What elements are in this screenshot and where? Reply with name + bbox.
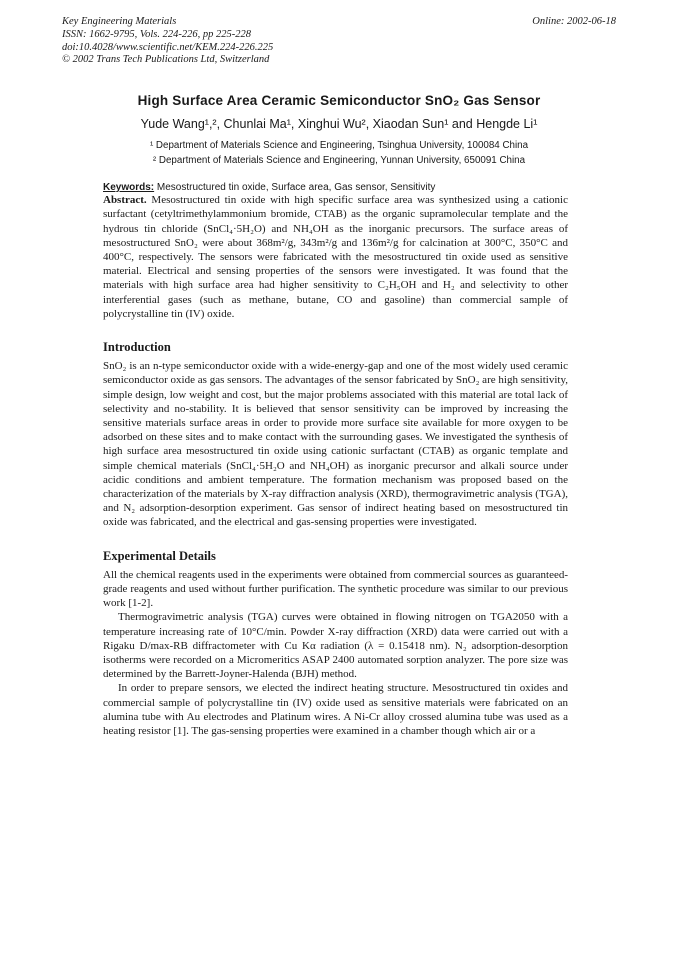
keywords-line xyxy=(103,182,568,193)
online-date: Online: 2002-06-18 xyxy=(532,16,616,27)
experimental-paragraph: All the chemical reagents used in the experiments were obtained from commercial sources as guaranteed-grade reagents and used without further purification. The synthetic procedure was similar to our previous work [1-2]. xyxy=(103,568,568,610)
section-heading-introduction: Introduction xyxy=(103,340,171,355)
paper-title: High Surface Area Ceramic Semiconductor SnO₂ Gas Sensor xyxy=(137,93,541,109)
copyright-line: © 2002 Trans Tech Publications Ltd, Switzerland xyxy=(62,54,270,66)
section-heading-experimental-details: Experimental Details xyxy=(103,548,216,563)
experimental-paragraph: In order to prepare sensors, we elected the indirect heating structure. Mesostructured tin oxides and commercial sample of polycrystalline tin (IV) oxide used as sensitive materials were fabricated on an alumina tube with Au electrodes and Platinum wires. A Ni-Cr alloy crossed alumina tube was used as a heating resistor [1]. The gas-sensing properties were examined in a chamber though which air or a xyxy=(103,682,568,738)
affiliation: ¹ Department of Materials Science and Engineering, Tsinghua University, 100084 China xyxy=(149,140,529,152)
introduction-paragraph: SnO₂ is an n-type semiconductor oxide with a wide-energy-gap and one of the most widely used ceramic semiconductor oxide as gas sensors. The advantages of the sensor fabricated by SnO₂ are high sensitivity, simple design, low weight and cost, but the major problems associated with this material are total lack of selectivity and no-stability. It is believed that sensor sensitivity can be improved by increasing the sensitive materials surface areas in order to provide more surface site available for more oxygen to be adsorbed on these sites and to make contact with the surrounding gases. We investigated the synthesis of high surface area mesostructured tin oxide using cationic surfactant (CTAB) as organic template and simple chemical materials (SnCl₄·5H₂O and NH₄OH) as inorganic precursor and alkali source under acidic conditions and ambient temperature. The formation mechanism was proposed based on the characterization of the materials by X-ray diffraction analysis (XRD), thermogravimetric analysis (TGA), and N₂ adsorption-desorption experiment. Gas sensor of indirect heating based on mesostructured tin oxide was fabricated, and the electrical and gas-sensing properties were investigated. xyxy=(103,360,568,529)
publication-header xyxy=(62,16,616,67)
experimental-paragraph: Thermogravimetric analysis (TGA) curves were obtained in flowing nitrogen on TGA2050 with a temperature increasing rate of 10°C/min. Powder X-ray diffraction (XRD) data were carried out with a Rigaku D/max-RB diffractometer with Cu Kα radiation (λ = 0.15418 nm). N₂ adsorption-desorption isotherms were recorded on a Micromeritics ASAP 2400 automated sorption analyzer. The pore size was determined by the Barrett-Joyner-Halenda (BJH) method. xyxy=(103,611,568,681)
abstract-label: Abstract. xyxy=(103,194,147,207)
keywords-text: Mesostructured tin oxide, Surface area, Gas sensor, Sensitivity xyxy=(156,182,436,194)
doi-line: doi:10.4028/www.scientific.net/KEM.224-226.225 xyxy=(62,41,274,53)
affiliation: ² Department of Materials Science and Engineering, Yunnan University, 650091 China xyxy=(152,155,526,167)
issn-line: ISSN: 1662-9795, Vols. 224-226, pp 225-228 xyxy=(62,28,251,40)
paper-body xyxy=(103,193,568,738)
abstract-text: Mesostructured tin oxide with high specific surface area was synthesized using a cationic surfactant (cetyltrimethylammonium bromide, CTAB) as the organic supramolecular template and the hydrous tin chloride (SnCl₄·5H₂O) and NH₄OH as the inorganic precursors. The surface areas of mesostructured SnO₂ were about 368m²/g, 343m²/g and 136m²/g for calcination at 300°C, 350°C and 400°C, respectively. The sensors were fabricated with the mesostructured tin oxide used as sensitive material. Electrical and sensing properties of the sensors were investigated. It was found that the materials with high surface area had higher sensitivity to C₂H₅OH and H₂ and selectivity to other interferential gases (such as methane, butane, CO and gasoline) than commercial sample of polycrystalline tin (IV) oxide. xyxy=(103,194,568,320)
affiliations-block xyxy=(62,138,616,168)
front-matter xyxy=(62,93,616,168)
authors-line: Yude Wang¹,², Chunlai Ma¹, Xinghui Wu², Xiaodan Sun¹ and Hengde Li¹ xyxy=(140,117,538,132)
keywords-label: Keywords: xyxy=(103,182,155,194)
abstract-paragraph xyxy=(103,193,568,321)
journal-name: Key Engineering Materials xyxy=(62,16,177,27)
publication-info-block xyxy=(62,16,273,67)
